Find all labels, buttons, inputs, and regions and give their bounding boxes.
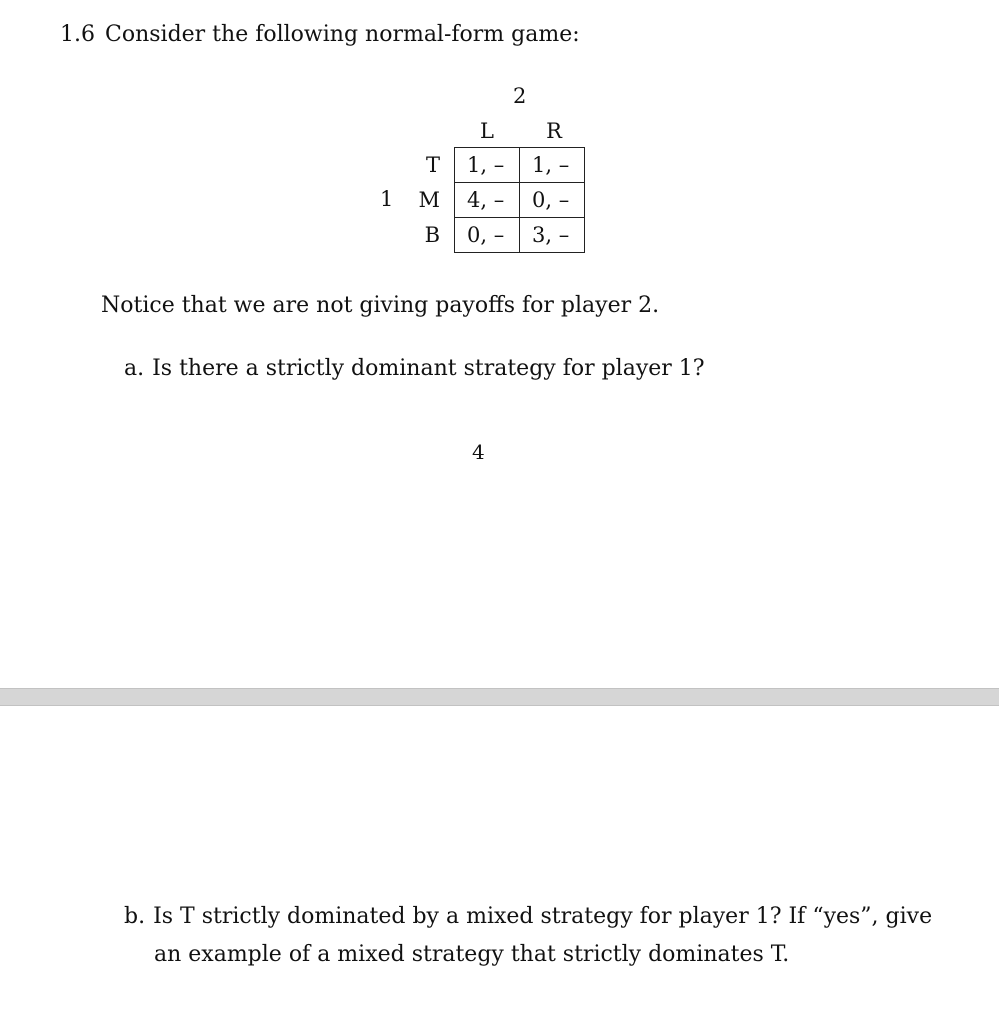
row-label-t: T bbox=[425, 153, 440, 177]
column-label-r: R bbox=[546, 119, 562, 143]
page-separator bbox=[0, 688, 999, 706]
part-a-text: Is there a strictly dominant strategy for player 1? bbox=[152, 356, 705, 381]
payoff-cell-m-r: 0, – bbox=[520, 183, 585, 218]
column-label-l: L bbox=[480, 119, 494, 143]
part-b-line-1: Is T strictly dominated by a mixed strategy for player 1? If “yes”, give bbox=[153, 904, 933, 929]
player-2-label: 2 bbox=[513, 84, 527, 108]
part-b-label: b. bbox=[124, 904, 146, 929]
question-part-a bbox=[124, 355, 705, 383]
payoff-cell-t-r: 1, – bbox=[520, 148, 585, 183]
payoff-cell-t-l: 1, – bbox=[455, 148, 520, 183]
part-b-line-2: an example of a mixed strategy that strictly dominates T. bbox=[154, 942, 790, 967]
row-label-b: B bbox=[424, 223, 440, 247]
question-part-b bbox=[124, 903, 932, 931]
part-a-label: a. bbox=[124, 356, 145, 381]
payoff-row-m bbox=[455, 183, 585, 218]
problem-heading bbox=[60, 21, 580, 49]
page-5 bbox=[0, 706, 999, 1024]
problem-heading-text: Consider the following normal-form game: bbox=[105, 22, 580, 47]
page-number: 4 bbox=[472, 440, 485, 464]
payoff-row-b bbox=[455, 218, 585, 253]
payoff-cell-m-l: 4, – bbox=[455, 183, 520, 218]
player-1-label: 1 bbox=[380, 187, 394, 211]
row-label-m: M bbox=[418, 188, 440, 212]
payoff-cell-b-r: 3, – bbox=[520, 218, 585, 253]
payoff-matrix bbox=[454, 147, 585, 253]
notice-paragraph: Notice that we are not giving payoffs for player 2. bbox=[101, 293, 660, 318]
payoff-row-t bbox=[455, 148, 585, 183]
problem-number: 1.6 bbox=[60, 22, 95, 47]
payoff-cell-b-l: 0, – bbox=[455, 218, 520, 253]
